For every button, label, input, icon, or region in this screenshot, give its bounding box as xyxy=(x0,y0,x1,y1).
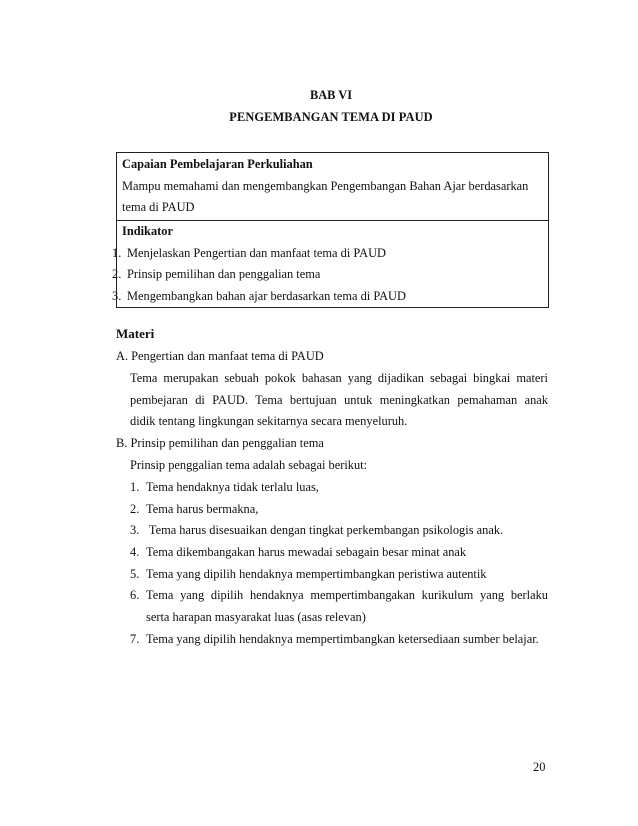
list-item xyxy=(130,629,539,651)
section-b-heading: B. Prinsip pemilihan dan penggalian tema xyxy=(116,436,324,450)
list-num: 6. xyxy=(130,588,140,602)
cpl-cell xyxy=(117,153,549,221)
list-item xyxy=(130,564,486,586)
indikator-title: Indikator xyxy=(122,224,173,238)
paragraph-line: didik tentang lingkungan sekitarnya secara menyeluruh. xyxy=(130,414,408,428)
list-item xyxy=(130,542,466,564)
indikator-item xyxy=(112,264,548,286)
indikator-item xyxy=(112,243,548,265)
paragraph-line: pembejaran di PAUD. Tema bertujuan untuk meningkatkan pemahaman anak xyxy=(130,393,548,407)
list-text: Tema harus disesuaikan dengan tingkat perkembangan psikologis anak. xyxy=(146,523,504,537)
list-text: Tema hendaknya tidak terlalu luas, xyxy=(146,480,319,494)
chapter-heading: BAB VI xyxy=(309,88,353,102)
materi-heading: Materi xyxy=(116,326,155,341)
list-num: 3. xyxy=(130,523,140,537)
indikator-text: Mengembangkan bahan ajar berdasarkan tema di PAUD xyxy=(127,288,406,303)
cpl-line: Mampu memahami dan mengembangkan Pengembangan Bahan Ajar berdasarkan xyxy=(122,178,529,193)
list-text: Tema yang dipilih hendaknya mempertimbangkan peristiwa autentik xyxy=(146,567,487,581)
list-item xyxy=(130,585,548,607)
list-text: Tema dikembangakan harus mewadai sebagain besar minat anak xyxy=(146,545,467,559)
paragraph-line: Tema merupakan sebuah pokok bahasan yang dijadikan sebagai bingkai materi xyxy=(130,371,548,385)
list-num: 4. xyxy=(130,545,140,559)
list-text: Tema harus bermakna, xyxy=(146,502,259,516)
list-item-continuation: serta harapan masyarakat luas (asas relevan) xyxy=(146,610,366,624)
chapter-title: PENGEMBANGAN TEMA DI PAUD xyxy=(229,110,433,124)
list-num: 2. xyxy=(130,502,140,516)
cpl-title: Capaian Pembelajaran Perkuliahan xyxy=(122,157,313,171)
list-text: Tema yang dipilih hendaknya mempertimbangakan kurikulum yang berlaku xyxy=(146,588,548,602)
list-item xyxy=(130,520,503,542)
list-item xyxy=(130,499,258,521)
list-num: 7. xyxy=(130,632,140,646)
section-b-intro: Prinsip penggalian tema adalah sebagai berikut: xyxy=(130,458,368,472)
indikator-item xyxy=(112,286,548,308)
list-num: 1. xyxy=(130,480,140,494)
indikator-cell xyxy=(112,221,549,308)
list-item xyxy=(130,477,319,499)
indikator-num: 2. xyxy=(112,267,122,281)
indikator-num: 3. xyxy=(112,288,122,303)
list-text: Tema yang dipilih hendaknya mempertimbangkan ketersediaan sumber belajar. xyxy=(146,632,539,646)
indikator-num: 1. xyxy=(112,245,122,260)
cpl-line: tema di PAUD xyxy=(122,200,195,214)
indikator-text: Prinsip pemilihan dan penggalian tema xyxy=(127,267,321,281)
page-number: 20 xyxy=(533,760,546,774)
list-num: 5. xyxy=(130,567,140,581)
learning-outcomes-box xyxy=(112,152,549,308)
section-a-heading: A. Pengertian dan manfaat tema di PAUD xyxy=(116,349,324,363)
indikator-text: Menjelaskan Pengertian dan manfaat tema di PAUD xyxy=(127,245,386,260)
